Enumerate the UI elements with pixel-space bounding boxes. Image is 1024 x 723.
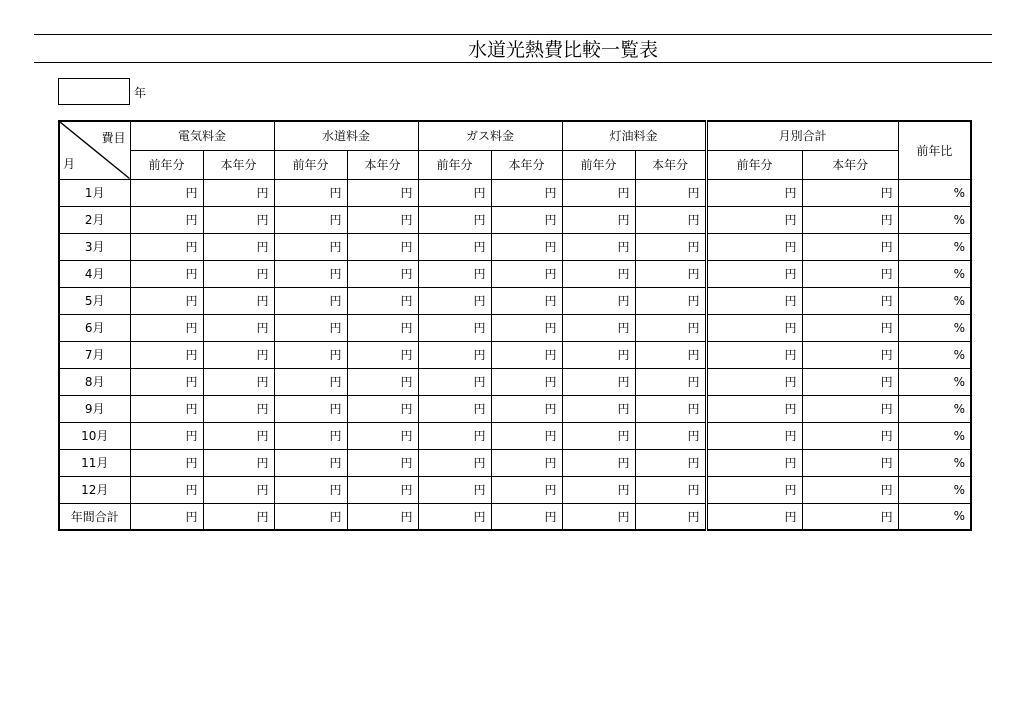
yen-amount-cell[interactable]: 円: [706, 341, 802, 368]
sub-header-water-curr: 本年分: [347, 150, 418, 179]
ratio-percent-cell[interactable]: %: [898, 314, 971, 341]
yen-amount-cell[interactable]: 円: [635, 260, 706, 287]
month-label: 4月: [59, 260, 130, 287]
yen-amount-cell[interactable]: 円: [562, 341, 635, 368]
group-header-monthly-total: 月別合計: [706, 121, 898, 150]
ratio-percent-cell[interactable]: %: [898, 341, 971, 368]
month-row-4: [59, 260, 971, 287]
yen-amount-cell[interactable]: 円: [491, 179, 562, 206]
yen-amount-cell[interactable]: 円: [274, 341, 347, 368]
yen-amount-cell[interactable]: 円: [130, 233, 203, 260]
year-label: 年: [134, 86, 147, 100]
yen-amount-cell[interactable]: 円: [347, 368, 418, 395]
yen-amount-cell[interactable]: 円: [491, 395, 562, 422]
sub-header-electricity-prev: 前年分: [130, 150, 203, 179]
sub-header-total-prev: 前年分: [706, 150, 802, 179]
yen-amount-cell[interactable]: 円: [130, 449, 203, 476]
sub-header-water-prev: 前年分: [274, 150, 347, 179]
yen-amount-cell[interactable]: 円: [802, 206, 898, 233]
yen-amount-cell[interactable]: 円: [274, 422, 347, 449]
corner-expense-label: 費目: [101, 131, 126, 145]
yen-amount-cell[interactable]: 円: [802, 476, 898, 503]
month-label: 7月: [59, 341, 130, 368]
month-label: 11月: [59, 449, 130, 476]
month-row-8: [59, 368, 971, 395]
yen-amount-cell[interactable]: 円: [274, 260, 347, 287]
month-label: 9月: [59, 395, 130, 422]
yen-amount-cell[interactable]: 円: [802, 287, 898, 314]
sub-header-kerosene-prev: 前年分: [562, 150, 635, 179]
yen-amount-cell[interactable]: 円: [130, 422, 203, 449]
yen-amount-cell[interactable]: 円: [347, 260, 418, 287]
month-row-1: [59, 179, 971, 206]
yen-amount-cell[interactable]: 円: [130, 341, 203, 368]
yen-amount-cell[interactable]: 円: [635, 206, 706, 233]
month-row-7: [59, 341, 971, 368]
yen-amount-cell[interactable]: 円: [491, 341, 562, 368]
yen-amount-cell[interactable]: 円: [635, 476, 706, 503]
yen-amount-cell[interactable]: 円: [491, 503, 562, 530]
yen-amount-cell[interactable]: 円: [203, 395, 274, 422]
yen-amount-cell[interactable]: 円: [203, 449, 274, 476]
annual-total-row: [59, 503, 971, 530]
yen-amount-cell[interactable]: 円: [491, 260, 562, 287]
yen-amount-cell[interactable]: 円: [130, 206, 203, 233]
yen-amount-cell[interactable]: 円: [130, 179, 203, 206]
ratio-percent-cell[interactable]: %: [898, 206, 971, 233]
yen-amount-cell[interactable]: 円: [706, 179, 802, 206]
yen-amount-cell[interactable]: 円: [802, 341, 898, 368]
yen-amount-cell[interactable]: 円: [706, 233, 802, 260]
ratio-percent-cell[interactable]: %: [898, 260, 971, 287]
yen-amount-cell[interactable]: 円: [347, 314, 418, 341]
sub-header-total-curr: 本年分: [802, 150, 898, 179]
yen-amount-cell[interactable]: 円: [347, 503, 418, 530]
sub-header-kerosene-curr: 本年分: [635, 150, 706, 179]
yen-amount-cell[interactable]: 円: [418, 368, 491, 395]
yen-amount-cell[interactable]: 円: [706, 287, 802, 314]
yen-amount-cell[interactable]: 円: [802, 395, 898, 422]
yen-amount-cell[interactable]: 円: [418, 260, 491, 287]
ratio-percent-cell[interactable]: %: [898, 395, 971, 422]
yen-amount-cell[interactable]: 円: [203, 476, 274, 503]
yen-amount-cell[interactable]: 円: [418, 179, 491, 206]
top-rule: [34, 34, 992, 35]
corner-header: [59, 121, 130, 179]
yen-amount-cell[interactable]: 円: [802, 503, 898, 530]
ratio-percent-cell[interactable]: %: [898, 368, 971, 395]
yen-amount-cell[interactable]: 円: [802, 260, 898, 287]
yen-amount-cell[interactable]: 円: [130, 476, 203, 503]
yen-amount-cell[interactable]: 円: [347, 476, 418, 503]
yen-amount-cell[interactable]: 円: [706, 314, 802, 341]
yen-amount-cell[interactable]: 円: [203, 503, 274, 530]
month-label: 5月: [59, 287, 130, 314]
yen-amount-cell[interactable]: 円: [347, 206, 418, 233]
yen-amount-cell[interactable]: 円: [203, 314, 274, 341]
yen-amount-cell[interactable]: 円: [491, 476, 562, 503]
yen-amount-cell[interactable]: 円: [562, 476, 635, 503]
yen-amount-cell[interactable]: 円: [274, 179, 347, 206]
yen-amount-cell[interactable]: 円: [418, 503, 491, 530]
yen-amount-cell[interactable]: 円: [347, 422, 418, 449]
yen-amount-cell[interactable]: 円: [706, 395, 802, 422]
yen-amount-cell[interactable]: 円: [274, 233, 347, 260]
year-input-box[interactable]: [58, 78, 130, 105]
month-label: 8月: [59, 368, 130, 395]
yen-amount-cell[interactable]: 円: [706, 206, 802, 233]
month-label: 3月: [59, 233, 130, 260]
yen-amount-cell[interactable]: 円: [274, 395, 347, 422]
yen-amount-cell[interactable]: 円: [418, 476, 491, 503]
ratio-header: 前年比: [898, 121, 971, 179]
group-header-electricity: 電気料金: [130, 121, 274, 150]
yen-amount-cell[interactable]: 円: [203, 179, 274, 206]
ratio-percent-cell[interactable]: %: [898, 179, 971, 206]
yen-amount-cell[interactable]: 円: [802, 449, 898, 476]
yen-amount-cell[interactable]: 円: [706, 422, 802, 449]
yen-amount-cell[interactable]: 円: [418, 233, 491, 260]
yen-amount-cell[interactable]: 円: [130, 287, 203, 314]
yen-amount-cell[interactable]: 円: [347, 395, 418, 422]
yen-amount-cell[interactable]: 円: [562, 368, 635, 395]
yen-amount-cell[interactable]: 円: [347, 287, 418, 314]
yen-amount-cell[interactable]: 円: [635, 287, 706, 314]
yen-amount-cell[interactable]: 円: [274, 503, 347, 530]
month-label: 6月: [59, 314, 130, 341]
yen-amount-cell[interactable]: 円: [203, 341, 274, 368]
yen-amount-cell[interactable]: 円: [635, 422, 706, 449]
yen-amount-cell[interactable]: 円: [706, 449, 802, 476]
yen-amount-cell[interactable]: 円: [491, 206, 562, 233]
sub-header-gas-curr: 本年分: [491, 150, 562, 179]
month-row-6: [59, 314, 971, 341]
yen-amount-cell[interactable]: 円: [635, 233, 706, 260]
group-header-water: 水道料金: [274, 121, 418, 150]
yen-amount-cell[interactable]: 円: [802, 422, 898, 449]
yen-amount-cell[interactable]: 円: [203, 233, 274, 260]
yen-amount-cell[interactable]: 円: [706, 503, 802, 530]
corner-month-label: 月: [63, 156, 76, 171]
yen-amount-cell[interactable]: 円: [562, 287, 635, 314]
yen-amount-cell[interactable]: 円: [635, 395, 706, 422]
yen-amount-cell[interactable]: 円: [418, 422, 491, 449]
yen-amount-cell[interactable]: 円: [706, 476, 802, 503]
yen-amount-cell[interactable]: 円: [130, 395, 203, 422]
month-row-3: [59, 233, 971, 260]
yen-amount-cell[interactable]: 円: [203, 260, 274, 287]
yen-amount-cell[interactable]: 円: [635, 314, 706, 341]
month-label: 2月: [59, 206, 130, 233]
yen-amount-cell[interactable]: 円: [706, 368, 802, 395]
yen-amount-cell[interactable]: 円: [491, 449, 562, 476]
yen-amount-cell[interactable]: 円: [418, 287, 491, 314]
yen-amount-cell[interactable]: 円: [635, 449, 706, 476]
group-header-kerosene: 灯油料金: [562, 121, 706, 150]
yen-amount-cell[interactable]: 円: [274, 314, 347, 341]
ratio-percent-cell[interactable]: %: [898, 476, 971, 503]
yen-amount-cell[interactable]: 円: [635, 341, 706, 368]
sub-header-electricity-curr: 本年分: [203, 150, 274, 179]
yen-amount-cell[interactable]: 円: [347, 179, 418, 206]
yen-amount-cell[interactable]: 円: [562, 206, 635, 233]
yen-amount-cell[interactable]: 円: [635, 179, 706, 206]
yen-amount-cell[interactable]: 円: [802, 179, 898, 206]
month-label: 1月: [59, 179, 130, 206]
month-label: 12月: [59, 476, 130, 503]
month-row-12: [59, 476, 971, 503]
yen-amount-cell[interactable]: 円: [491, 233, 562, 260]
annual-total-label: 年間合計: [59, 503, 130, 530]
ratio-percent-cell[interactable]: %: [898, 449, 971, 476]
yen-amount-cell[interactable]: 円: [802, 314, 898, 341]
yen-amount-cell[interactable]: 円: [203, 287, 274, 314]
group-header-gas: ガス料金: [418, 121, 562, 150]
month-label: 10月: [59, 422, 130, 449]
yen-amount-cell[interactable]: 円: [418, 206, 491, 233]
ratio-percent-cell[interactable]: %: [898, 422, 971, 449]
yen-amount-cell[interactable]: 円: [347, 341, 418, 368]
month-row-10: [59, 422, 971, 449]
yen-amount-cell[interactable]: 円: [418, 341, 491, 368]
yen-amount-cell[interactable]: 円: [491, 368, 562, 395]
yen-amount-cell[interactable]: 円: [562, 449, 635, 476]
yen-amount-cell[interactable]: 円: [347, 233, 418, 260]
yen-amount-cell[interactable]: 円: [418, 314, 491, 341]
yen-amount-cell[interactable]: 円: [203, 422, 274, 449]
yen-amount-cell[interactable]: 円: [562, 422, 635, 449]
yen-amount-cell[interactable]: 円: [562, 503, 635, 530]
month-row-11: [59, 449, 971, 476]
yen-amount-cell[interactable]: 円: [274, 476, 347, 503]
yen-amount-cell[interactable]: 円: [130, 503, 203, 530]
yen-amount-cell[interactable]: 円: [562, 233, 635, 260]
month-row-5: [59, 287, 971, 314]
yen-amount-cell[interactable]: 円: [274, 449, 347, 476]
yen-amount-cell[interactable]: 円: [562, 314, 635, 341]
yen-amount-cell[interactable]: 円: [203, 206, 274, 233]
yen-amount-cell[interactable]: 円: [130, 368, 203, 395]
ratio-percent-cell[interactable]: %: [898, 503, 971, 530]
yen-amount-cell[interactable]: 円: [130, 260, 203, 287]
sub-header-gas-prev: 前年分: [418, 150, 491, 179]
ratio-percent-cell[interactable]: %: [898, 233, 971, 260]
yen-amount-cell[interactable]: 円: [418, 449, 491, 476]
yen-amount-cell[interactable]: 円: [635, 503, 706, 530]
yen-amount-cell[interactable]: 円: [274, 206, 347, 233]
yen-amount-cell[interactable]: 円: [635, 368, 706, 395]
yen-amount-cell[interactable]: 円: [802, 368, 898, 395]
yen-amount-cell[interactable]: 円: [491, 422, 562, 449]
month-row-9: [59, 395, 971, 422]
yen-amount-cell[interactable]: 円: [418, 395, 491, 422]
yen-amount-cell[interactable]: 円: [491, 314, 562, 341]
yen-amount-cell[interactable]: 円: [203, 368, 274, 395]
page-title: 水道光熱費比較一覧表: [467, 39, 658, 61]
yen-amount-cell[interactable]: 円: [491, 287, 562, 314]
yen-amount-cell[interactable]: 円: [562, 179, 635, 206]
utility-comparison-table: [58, 120, 972, 531]
yen-amount-cell[interactable]: 円: [802, 233, 898, 260]
yen-amount-cell[interactable]: 円: [347, 449, 418, 476]
title-underline: [34, 62, 992, 63]
ratio-percent-cell[interactable]: %: [898, 287, 971, 314]
month-row-2: [59, 206, 971, 233]
yen-amount-cell[interactable]: 円: [562, 395, 635, 422]
yen-amount-cell[interactable]: 円: [562, 260, 635, 287]
yen-amount-cell[interactable]: 円: [130, 314, 203, 341]
yen-amount-cell[interactable]: 円: [274, 287, 347, 314]
yen-amount-cell[interactable]: 円: [706, 260, 802, 287]
yen-amount-cell[interactable]: 円: [274, 368, 347, 395]
